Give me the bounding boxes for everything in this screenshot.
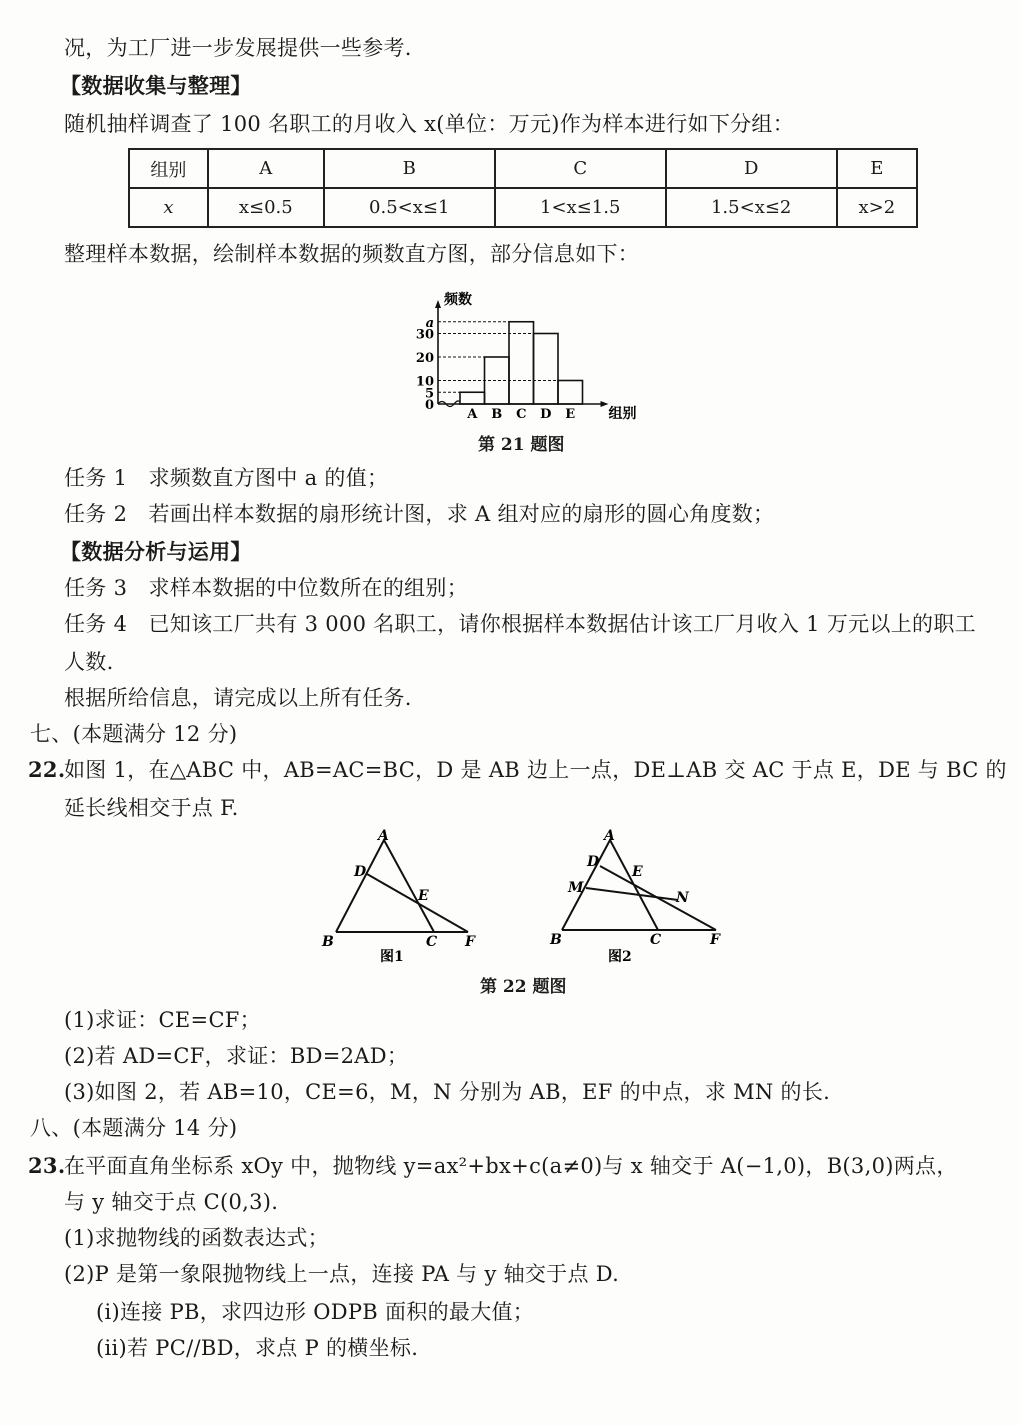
y-axis-arrow	[435, 300, 441, 308]
figure-1-triangle	[318, 828, 488, 968]
fig2-label-a: A	[604, 828, 615, 844]
question-22-part-1: (1)求证：CE=CF；	[64, 1008, 261, 1032]
bar-D	[534, 334, 559, 405]
x-tick-label: E	[565, 407, 576, 422]
bar-E	[558, 381, 583, 405]
question-22-part-2: (2)若 AD=CF，求证：BD=2AD；	[64, 1044, 409, 1068]
figure-22-caption: 第 22 题图	[480, 977, 567, 997]
fig2-label-n: N	[676, 890, 689, 906]
fig1-caption: 图1	[380, 949, 404, 965]
bar-A	[460, 392, 485, 404]
table-cell: 0.5<x≤1	[324, 188, 495, 227]
table-cell: D	[666, 149, 837, 188]
fig2-caption: 图2	[608, 949, 632, 965]
table-header-row	[129, 149, 917, 188]
table-row	[129, 188, 917, 227]
y-tick-label: a	[425, 315, 434, 331]
question-22-line-2: 延长线相交于点 F.	[64, 796, 239, 820]
fig2-label-f: F	[710, 932, 720, 948]
fig2-label-e: E	[632, 864, 643, 880]
histogram-intro: 整理样本数据，绘制样本数据的频数直方图，部分信息如下：	[64, 242, 640, 266]
task-2: 任务 2 若画出样本数据的扇形统计图，求 A 组对应的扇形的圆心角度数；	[64, 502, 775, 526]
y-tick-label: 20	[415, 351, 434, 366]
table-cell: 1<x≤1.5	[495, 188, 666, 227]
task-4-line-2: 人数.	[64, 650, 114, 674]
task-3: 任务 3 求样本数据的中位数所在的组别；	[64, 576, 469, 600]
question-23-line-1: 在平面直角坐标系 xOy 中，抛物线 y=ax²+bx+c(a≠0)与 x 轴交于 A(−1,0)，B(3,0)两点，	[64, 1154, 958, 1178]
fig1-label-b: B	[322, 934, 334, 950]
section-7-header: 七、(本题满分 12 分)	[30, 722, 238, 746]
figure-2-triangle	[544, 828, 734, 968]
fig1-label-a: A	[378, 828, 389, 844]
question-22-part-3: (3)如图 2，若 AB=10，CE=6，M，N 分别为 AB，EF 的中点，求 MN 的长.	[64, 1080, 831, 1104]
x-axis-label: 组别	[608, 406, 637, 422]
fig2-line-m-n	[586, 888, 678, 900]
table-cell: E	[837, 149, 917, 188]
question-22-line-1: 如图 1，在△ABC 中，AB=AC=BC，D 是 AB 边上一点，DE⊥AB 交 AC 于点 E，DE 与 BC 的	[64, 758, 1007, 782]
fig1-label-f: F	[465, 934, 475, 950]
question-23-part-2: (2)P 是第一象限抛物线上一点，连接 PA 与 y 轴交于点 D.	[64, 1262, 620, 1286]
fig1-label-d: D	[354, 864, 367, 880]
table-cell: 组别	[129, 149, 208, 188]
group-table	[128, 148, 918, 228]
x-tick-label: C	[516, 407, 527, 422]
table-cell: 1.5<x≤2	[666, 188, 837, 227]
fig1-label-e: E	[418, 888, 429, 904]
table-cell: C	[495, 149, 666, 188]
table-cell: x	[129, 188, 208, 227]
bar-C	[509, 322, 534, 404]
section-data-analysis: 【数据分析与运用】	[60, 539, 252, 564]
x-tick-label: B	[491, 407, 503, 422]
intro-tail: 况，为工厂进一步发展提供一些参考.	[64, 36, 412, 60]
x-axis-arrow	[601, 401, 609, 407]
task-4-line-1: 任务 4 已知该工厂共有 3 000 名职工，请你根据样本数据估计该工厂月收入 1 万元以上的职工	[64, 612, 976, 636]
table-cell: B	[324, 149, 495, 188]
question-23-number: 23.	[28, 1153, 66, 1178]
table-cell: A	[208, 149, 324, 188]
task-1: 任务 1 求频数直方图中 a 的值；	[64, 466, 389, 490]
table-cell: x≤0.5	[208, 188, 324, 227]
fig2-label-m: M	[568, 880, 584, 896]
fig1-label-c: C	[426, 934, 438, 950]
section-data-collection: 【数据收集与整理】	[60, 73, 252, 98]
y-tick-label: 5	[424, 386, 434, 402]
sample-description: 随机抽样调查了 100 名职工的月收入 x(单位：万元)作为样本进行如下分组：	[64, 112, 795, 136]
x-tick-label: A	[467, 407, 478, 422]
y-tick-label: 30	[415, 327, 434, 343]
y-axis-label: 频数	[444, 292, 472, 308]
frequency-histogram	[410, 272, 640, 424]
question-22-number: 22.	[28, 757, 66, 782]
y-tick-label: 10	[415, 374, 434, 390]
table-cell: x>2	[837, 188, 917, 227]
fig1-line-b-a-c	[336, 840, 434, 932]
question-23-part-2-ii: (ii)若 PC//BD，求点 P 的横坐标.	[96, 1336, 419, 1360]
x-tick-label: D	[540, 407, 552, 422]
fig2-label-b: B	[550, 932, 562, 948]
question-23-part-2-i: (i)连接 PB，求四边形 ODPB 面积的最大值；	[96, 1300, 535, 1324]
histogram-caption: 第 21 题图	[478, 435, 565, 455]
question-23-part-1: (1)求抛物线的函数表达式；	[64, 1226, 329, 1250]
fig2-label-d: D	[587, 854, 600, 870]
question-23-line-2: 与 y 轴交于点 C(0,3).	[64, 1190, 279, 1214]
complete-instruction: 根据所给信息，请完成以上所有任务.	[64, 686, 412, 710]
section-8-header: 八、(本题满分 14 分)	[30, 1116, 238, 1140]
y-tick-label-zero: 0	[424, 398, 434, 413]
fig2-label-c: C	[650, 932, 662, 948]
